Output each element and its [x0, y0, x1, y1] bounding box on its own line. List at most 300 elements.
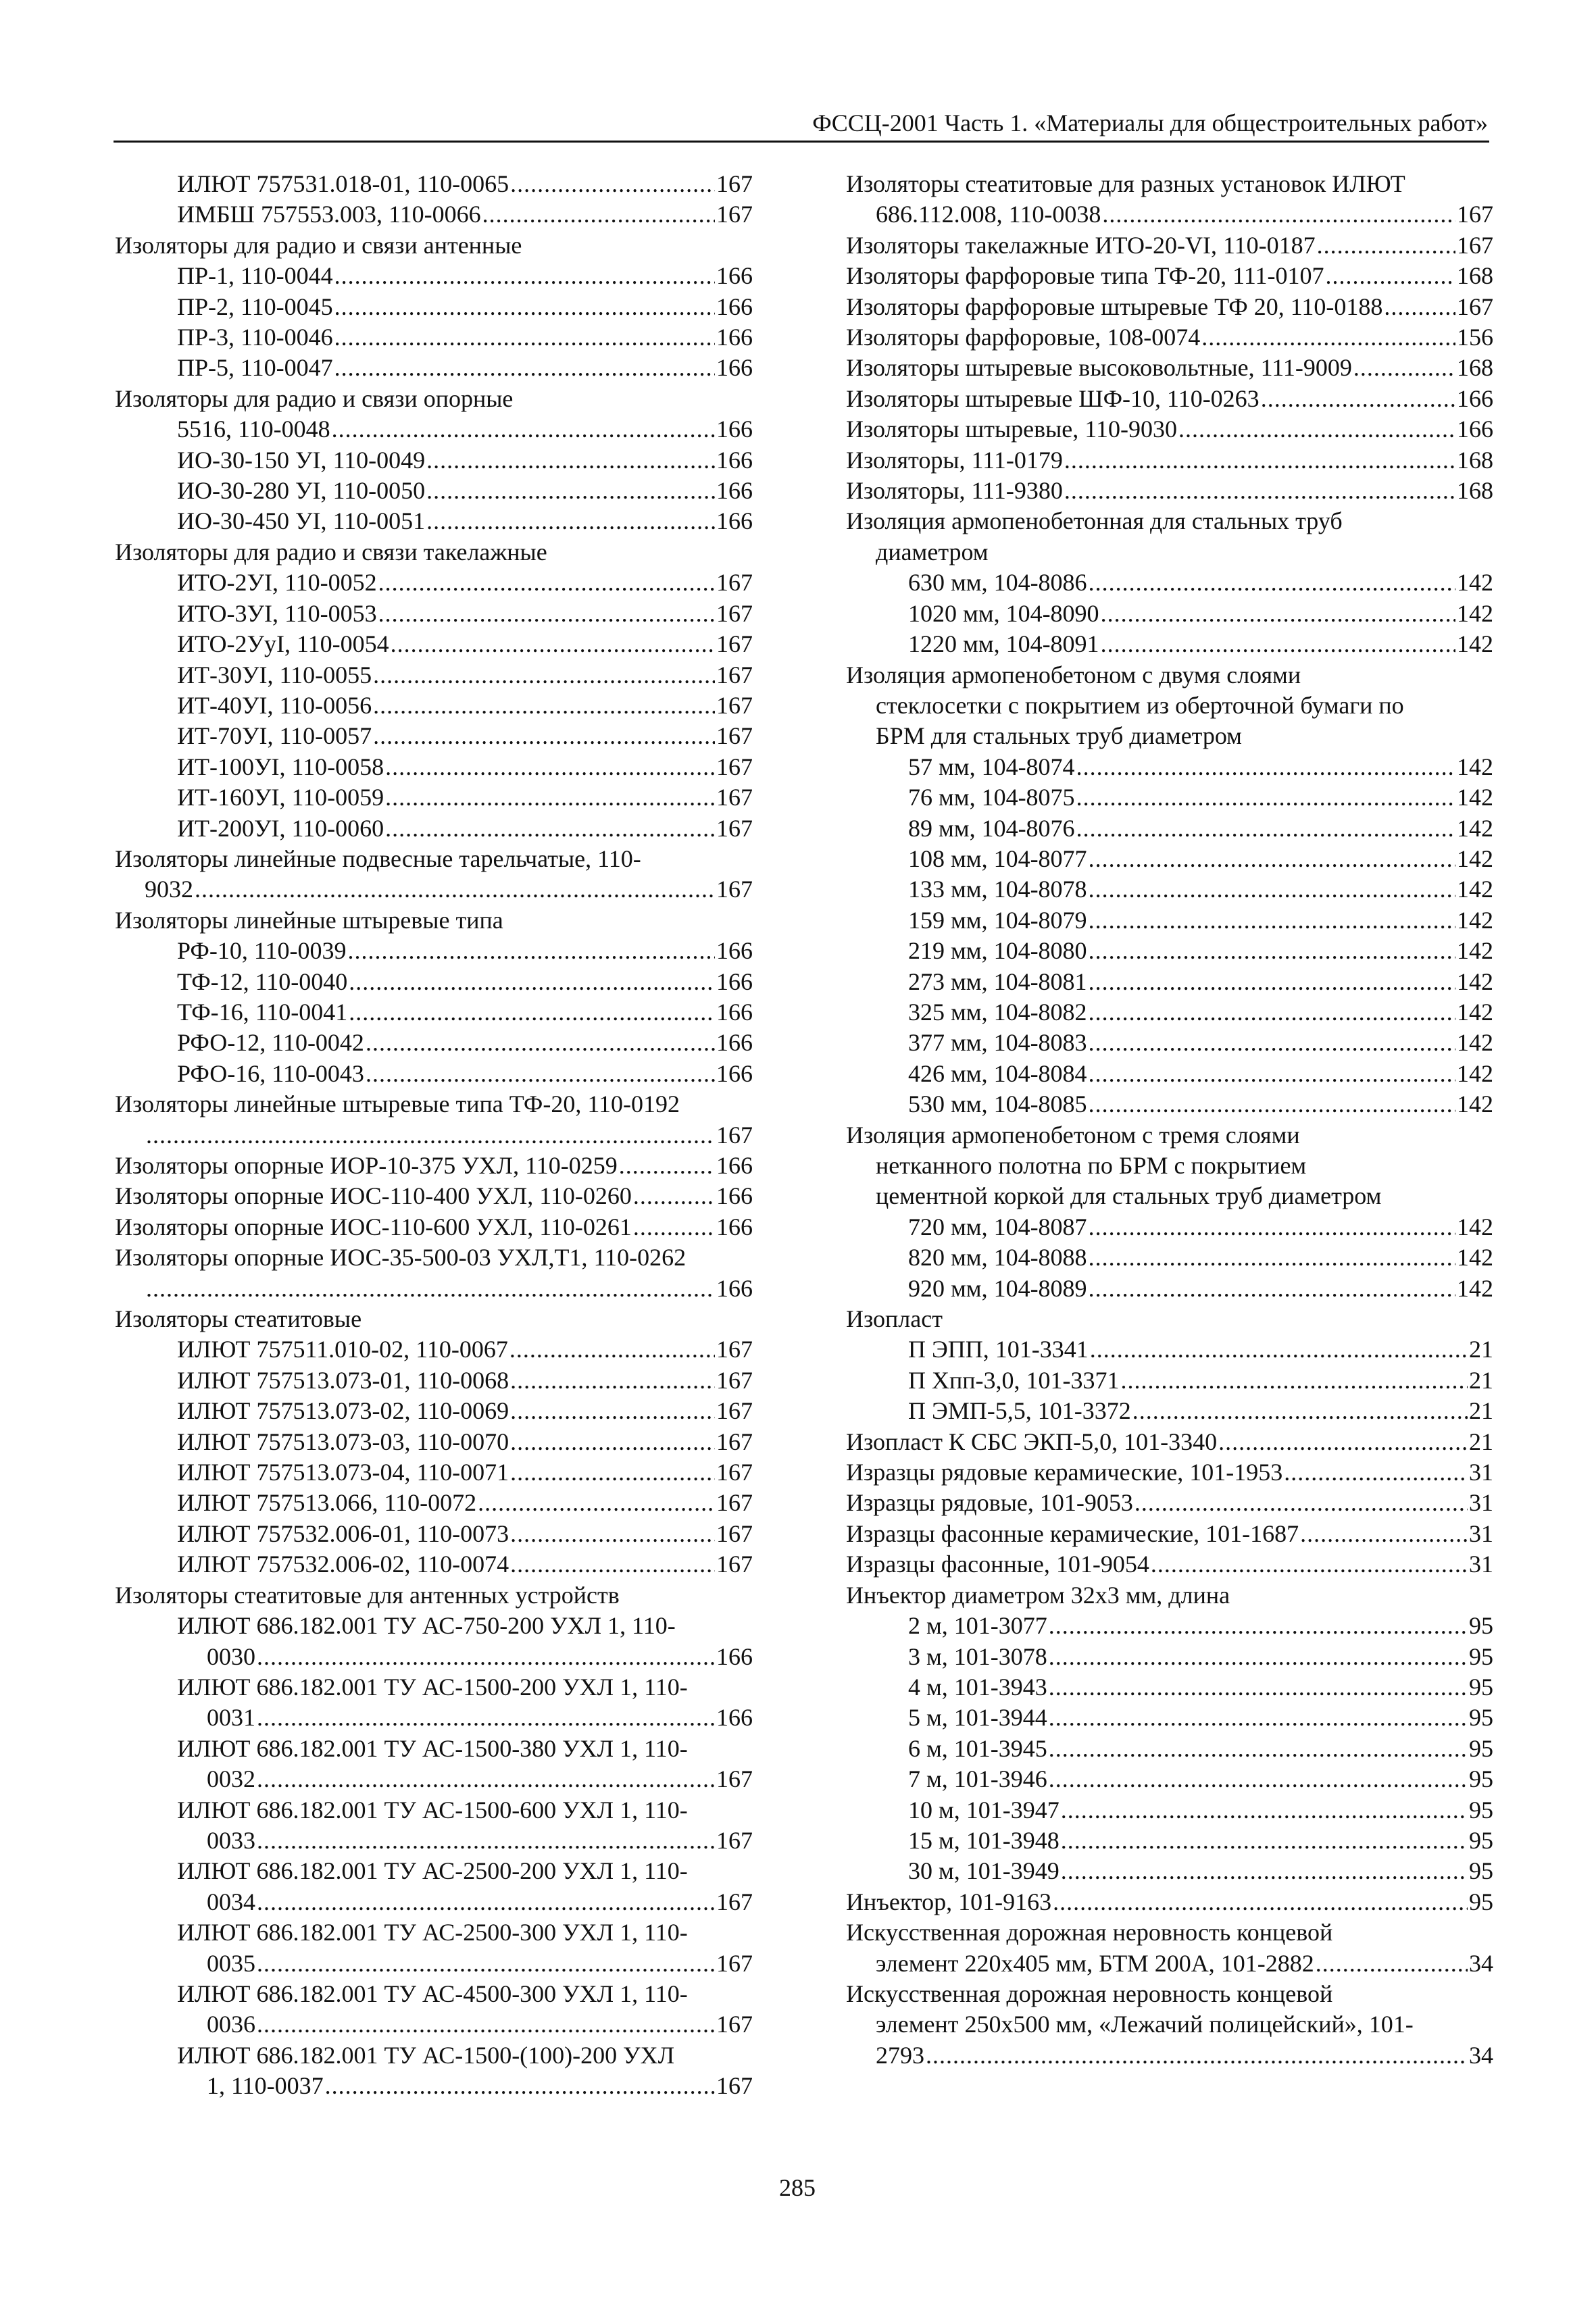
index-entry-page: 34	[1469, 1949, 1493, 1977]
leader-dots	[349, 997, 715, 1028]
index-entry-page: 31	[1469, 1519, 1493, 1547]
index-entry-text: Изоляторы опорные ИОС-110-600 УХЛ, 110-0261	[115, 1213, 632, 1240]
index-entry-text: Изоляторы штыревые, 110-9030	[846, 416, 1177, 443]
index-entry-page: 166	[716, 477, 753, 505]
index-entry-text: 7 м, 101-3946	[908, 1765, 1047, 1793]
index-entry-line	[908, 1274, 1493, 1304]
index-entry-page: 168	[1457, 354, 1493, 382]
index-entry-page: 167	[716, 1397, 753, 1425]
index-entry	[115, 2040, 753, 2102]
index-entry-text: ИЛЮТ 757532.006-01, 110-0073	[177, 1519, 509, 1547]
index-entry-line	[115, 1212, 753, 1242]
index-entry-line	[177, 1764, 753, 1794]
leader-dots	[1061, 1856, 1468, 1886]
index-entry-line	[115, 1274, 753, 1304]
index-entry-line	[177, 169, 753, 199]
leader-dots	[373, 690, 715, 721]
index-entry-page: 167	[716, 1336, 753, 1363]
index-entry-line	[908, 599, 1493, 629]
index-entry	[846, 1396, 1493, 1426]
index-entry-line	[846, 1427, 1493, 1457]
index-entry	[846, 261, 1493, 291]
index-entry-text: П ЭПП, 101-3341	[908, 1336, 1089, 1363]
index-entry-line	[846, 414, 1493, 445]
index-entry-line	[908, 782, 1493, 813]
index-entry-text: 2 м, 101-3077	[908, 1612, 1047, 1640]
leader-dots	[1049, 1611, 1468, 1641]
index-entry-page: 142	[1457, 814, 1493, 842]
page-number: 285	[779, 2174, 816, 2201]
index-entry	[846, 384, 1493, 414]
index-entry-text: 820 мм, 104-8088	[908, 1244, 1087, 1272]
leader-dots	[426, 506, 715, 536]
index-entry-line	[115, 1151, 753, 1181]
index-entry-text: Изоляторы фарфоровые, 108-0074	[846, 324, 1201, 351]
index-entry	[846, 1826, 1493, 1856]
leader-dots	[1218, 1427, 1468, 1457]
index-entry-page: 95	[1469, 1888, 1493, 1915]
leader-dots	[1049, 1672, 1468, 1703]
leader-dots	[1089, 1028, 1455, 1058]
index-entry-text: Изоляторы штыревые высоковольтные, 111-9009	[846, 354, 1352, 382]
index-entry-line	[115, 1181, 753, 1211]
index-entry-line	[177, 1396, 753, 1426]
index-entry-page: 142	[1457, 1059, 1493, 1087]
index-entry-line	[177, 1365, 753, 1396]
index-entry-page: 166	[716, 354, 753, 382]
index-entry-line	[177, 476, 753, 506]
index-entry-page: 167	[716, 753, 753, 780]
index-entry-text: 325 мм, 104-8082	[908, 998, 1087, 1026]
index-entry-page: 95	[1469, 1765, 1493, 1793]
leader-dots	[257, 1642, 715, 1672]
leader-dots	[385, 752, 715, 782]
header-rule	[114, 141, 1489, 143]
index-entry-page: 167	[716, 201, 753, 228]
index-entry	[115, 230, 753, 261]
index-entry-line	[908, 1826, 1493, 1856]
leader-dots	[1132, 1396, 1468, 1426]
index-entry-line	[908, 1365, 1493, 1396]
index-entry-text: ИО-30-150 УI, 110-0049	[177, 446, 426, 474]
index-entry-line	[177, 1549, 753, 1580]
index-entry-text: 133 мм, 104-8078	[908, 876, 1087, 903]
index-entry-line	[908, 997, 1493, 1028]
index-entry	[115, 721, 753, 751]
index-entry	[846, 874, 1493, 905]
index-entry-line	[115, 874, 753, 905]
index-entry-line	[177, 967, 753, 997]
index-entry-text: ТФ-12, 110-0040	[177, 967, 348, 995]
leader-dots	[257, 1764, 715, 1794]
leader-dots	[1076, 813, 1455, 844]
index-entry	[846, 997, 1493, 1028]
index-entry	[846, 1703, 1493, 1733]
index-entry-page: 21	[1469, 1336, 1493, 1363]
index-entry-text: ИЛЮТ 757511.010-02, 110-0067	[177, 1336, 508, 1363]
index-entry	[846, 1457, 1493, 1488]
index-entry-line	[177, 1059, 753, 1089]
leader-dots	[1049, 1734, 1468, 1764]
leader-dots	[510, 1457, 715, 1488]
index-entry-line	[846, 476, 1493, 506]
leader-dots	[366, 1059, 715, 1089]
index-entry-page: 167	[716, 814, 753, 842]
index-entry-line	[846, 230, 1493, 261]
index-entry	[115, 261, 753, 291]
leader-dots	[1089, 874, 1455, 905]
index-entry-line	[846, 261, 1493, 291]
index-entry-line	[908, 568, 1493, 598]
index-entry-line	[846, 1549, 1493, 1580]
index-entry-page: 167	[716, 2072, 753, 2100]
index-entry-line	[177, 690, 753, 721]
index-entry-page: 95	[1469, 1673, 1493, 1701]
leader-dots	[510, 1549, 715, 1580]
index-entry	[846, 1642, 1493, 1672]
index-entry-page: 167	[716, 1949, 753, 1977]
leader-dots	[633, 1212, 715, 1242]
index-entry-text: ИМБШ 757553.003, 110-0066	[177, 201, 481, 228]
index-entry-page: 166	[716, 324, 753, 351]
index-entry-heading: Искусственная дорожная неровность концевой	[846, 1980, 1333, 2007]
index-entry-text: ИЛЮТ 757513.073-03, 110-0070	[177, 1428, 509, 1455]
leader-dots	[426, 445, 715, 476]
index-entry	[115, 292, 753, 322]
index-entry-text: 686.112.008, 110-0038	[876, 201, 1101, 228]
index-entry-text: 720 мм, 104-8087	[908, 1213, 1087, 1240]
index-entry	[115, 1365, 753, 1396]
index-entry-text: Изоляторы опорные ИОР-10-375 УХЛ, 110-0259	[115, 1152, 618, 1179]
index-entry-text: ИТ-40УI, 110-0056	[177, 691, 372, 719]
index-entry-page: 166	[716, 998, 753, 1026]
index-entry-line	[908, 844, 1493, 874]
index-entry	[115, 1089, 753, 1151]
index-entry-text: Изразцы фасонные, 101-9054	[846, 1551, 1149, 1578]
leader-dots	[1101, 599, 1455, 629]
leader-dots	[510, 1365, 715, 1396]
index-entry	[846, 1764, 1493, 1794]
index-entry	[115, 844, 753, 905]
index-entry	[846, 752, 1493, 782]
index-entry	[846, 1028, 1493, 1058]
index-entry	[846, 782, 1493, 813]
index-entry-line	[908, 1334, 1493, 1365]
index-entry	[115, 1611, 753, 1672]
index-entry-line	[846, 1488, 1493, 1518]
index-entry-line	[908, 813, 1493, 844]
index-entry-heading: ИЛЮТ 686.182.001 ТУ АС-4500-300 УХЛ 1, 110-	[177, 1980, 688, 2007]
leader-dots	[1353, 353, 1455, 383]
index-entry	[115, 199, 753, 230]
index-entry-line	[115, 1120, 753, 1151]
index-entry-heading: стеклосетки с покрытием из оберточной бумаги по	[876, 691, 1404, 719]
index-entry-line	[908, 752, 1493, 782]
index-entry-page: 142	[1457, 998, 1493, 1026]
index-entry-text: Изоляторы, 111-9380	[846, 477, 1063, 505]
index-entry-text: 0036	[207, 2011, 255, 2038]
leader-dots	[1201, 322, 1455, 353]
index-entry	[846, 1274, 1493, 1304]
index-entry-text: П ЭМП-5,5, 101-3372	[908, 1397, 1131, 1425]
leader-dots	[1102, 199, 1455, 230]
index-entry-line	[177, 599, 753, 629]
index-entry	[115, 599, 753, 629]
index-entry	[115, 568, 753, 598]
index-entry-line	[908, 1611, 1493, 1641]
index-entry-heading: ИЛЮТ 686.182.001 ТУ АС-1500-(100)-200 УХЛ	[177, 2041, 675, 2069]
index-entry	[846, 629, 1493, 659]
index-entry-heading: Искусственная дорожная неровность концевой	[846, 1919, 1333, 1946]
index-entry-page: 166	[716, 1704, 753, 1732]
index-entry-heading: Изоляторы стеатитовые для антенных устройств	[115, 1581, 620, 1609]
leader-dots	[1090, 1334, 1468, 1365]
index-entry	[846, 905, 1493, 936]
index-entry-text: 57 мм, 104-8074	[908, 753, 1075, 780]
leader-dots	[385, 813, 715, 844]
index-entry	[846, 1917, 1493, 1979]
leader-dots	[334, 261, 715, 291]
index-entry-text: Изоляторы штыревые ШФ-10, 110-0263	[846, 384, 1260, 412]
index-entry-page: 167	[716, 1826, 753, 1854]
index-entry	[115, 967, 753, 997]
leader-dots	[1064, 445, 1455, 476]
index-entry	[846, 230, 1493, 261]
index-entry	[115, 1028, 753, 1058]
index-entry-line	[177, 506, 753, 536]
leader-dots	[619, 1151, 715, 1181]
index-entry-line	[177, 721, 753, 751]
index-entry-page: 142	[1457, 753, 1493, 780]
index-entry	[115, 445, 753, 476]
index-entry-heading: цементной коркой для стальных труб диаметром	[876, 1182, 1382, 1210]
index-entry-text: элемент 220х405 мм, БТМ 200А, 101-2882	[876, 1949, 1314, 1977]
index-entry-heading: Изоляторы для радио и связи такелажные	[115, 538, 547, 565]
index-entry	[115, 322, 753, 353]
index-entry-text: Инъектор, 101-9163	[846, 1888, 1052, 1915]
index-entry-line	[908, 1242, 1493, 1273]
index-entry	[115, 1457, 753, 1488]
index-entry-text: ИТО-3УI, 110-0053	[177, 599, 377, 627]
index-entry-page: 167	[716, 1428, 753, 1455]
index-entry-heading: ИЛЮТ 686.182.001 ТУ АС-750-200 УХЛ 1, 110-	[177, 1612, 676, 1640]
index-entry-heading: ИЛЮТ 686.182.001 ТУ АС-2500-300 УХЛ 1, 110-	[177, 1919, 688, 1946]
index-entry	[846, 568, 1493, 598]
index-entry	[846, 1212, 1493, 1242]
index-entry	[115, 414, 753, 445]
index-entry-line	[846, 353, 1493, 383]
index-entry-page: 167	[716, 630, 753, 658]
leader-dots	[1076, 782, 1455, 813]
index-entry-line	[177, 660, 753, 690]
index-entry	[115, 1304, 753, 1334]
index-entry	[115, 1181, 753, 1211]
index-entry-line	[846, 322, 1493, 353]
index-entry-text: 377 мм, 104-8083	[908, 1029, 1087, 1057]
index-entry-line	[177, 1457, 753, 1488]
leader-dots	[332, 414, 715, 445]
index-entry-text: 219 мм, 104-8080	[908, 937, 1087, 965]
index-entry-page: 167	[716, 1366, 753, 1394]
index-entry-text: Изразцы рядовые керамические, 101-1953	[846, 1459, 1283, 1486]
index-entry-page: 95	[1469, 1826, 1493, 1854]
leader-dots	[146, 1120, 715, 1151]
index-entry-page: 142	[1457, 1090, 1493, 1118]
index-entry	[846, 1334, 1493, 1365]
index-entry	[846, 1304, 1493, 1334]
index-entry-page: 142	[1457, 876, 1493, 903]
index-entry-line	[177, 813, 753, 844]
index-entry-heading: диаметром	[876, 538, 989, 565]
index-entry-text: 5 м, 101-3944	[908, 1704, 1047, 1732]
index-entry	[115, 1427, 753, 1457]
leader-dots	[1089, 997, 1455, 1028]
index-entry	[115, 997, 753, 1028]
index-entry-line	[177, 1519, 753, 1549]
leader-dots	[426, 476, 715, 506]
index-entry-text: ИЛЮТ 757513.073-01, 110-0068	[177, 1366, 509, 1394]
index-entry	[115, 813, 753, 844]
index-entry-heading: Изопласт	[846, 1305, 943, 1333]
index-entry-text: ИТ-100УI, 110-0058	[177, 753, 384, 780]
index-entry	[115, 1580, 753, 1611]
index-entry-text: ИТ-160УI, 110-0059	[177, 784, 384, 811]
index-entry-line	[908, 905, 1493, 936]
index-entry-line	[177, 997, 753, 1028]
index-entry	[846, 813, 1493, 844]
index-entry	[846, 1611, 1493, 1641]
index-entry-line	[908, 1672, 1493, 1703]
index-entry-text: ИЛЮТ 757532.006-02, 110-0074	[177, 1551, 509, 1578]
leader-dots	[1178, 414, 1455, 445]
index-entry-text: 1220 мм, 104-8091	[908, 630, 1099, 658]
index-entry	[115, 353, 753, 383]
index-entry-page: 142	[1457, 784, 1493, 811]
leader-dots	[385, 782, 715, 813]
leader-dots	[378, 568, 715, 598]
leader-dots	[1300, 1519, 1468, 1549]
index-entry-heading: Изоляторы для радио и связи антенные	[115, 231, 522, 259]
index-entry-line	[908, 1212, 1493, 1242]
index-entry-page: 167	[716, 876, 753, 903]
running-header: ФССЦ-2001 Часть 1. «Материалы для общестроительных работ»	[812, 109, 1488, 136]
index-entry	[115, 169, 753, 199]
index-entry-heading: ИЛЮТ 686.182.001 ТУ АС-2500-200 УХЛ 1, 110-	[177, 1857, 688, 1885]
index-entry-text: ИТ-200УI, 110-0060	[177, 814, 384, 842]
index-entry-line	[177, 1887, 753, 1917]
index-entry-page: 21	[1469, 1428, 1493, 1455]
index-entry-text: 630 мм, 104-8086	[908, 569, 1087, 597]
index-entry-text: 0034	[207, 1888, 255, 1915]
index-entry-text: 30 м, 101-3949	[908, 1857, 1059, 1885]
leader-dots	[1061, 1826, 1468, 1856]
index-entry-text: 273 мм, 104-8081	[908, 967, 1087, 995]
index-entry-text: Изразцы рядовые, 101-9053	[846, 1489, 1133, 1517]
index-entry-page: 168	[1457, 262, 1493, 290]
index-entry	[846, 1519, 1493, 1549]
index-entry-line	[908, 1089, 1493, 1120]
index-entry-text: Изоляторы такелажные ИТО-20-VI, 110-0187	[846, 231, 1316, 259]
index-entry-text: Изоляторы фарфоровые типа ТФ-20, 111-0107	[846, 262, 1324, 290]
index-entry-text: 159 мм, 104-8079	[908, 906, 1087, 934]
leader-dots	[146, 1274, 715, 1304]
index-entry	[846, 1488, 1493, 1518]
index-entry-page: 167	[716, 1888, 753, 1915]
index-entry-page: 142	[1457, 630, 1493, 658]
index-entry-page: 167	[716, 1489, 753, 1517]
index-entry-heading: Изоляторы опорные ИОС-35-500-03 УХЛ,Т1, 110-0262	[115, 1244, 687, 1272]
index-column-right	[846, 169, 1493, 2071]
index-entry	[846, 1580, 1493, 1611]
index-entry-page: 167	[716, 2011, 753, 2038]
index-entry-text: РФ-10, 110-0039	[177, 937, 347, 965]
index-entry-page: 95	[1469, 1857, 1493, 1885]
index-entry-page: 167	[716, 691, 753, 719]
leader-dots	[926, 2040, 1468, 2071]
index-entry-page: 156	[1457, 324, 1493, 351]
leader-dots	[1316, 1948, 1468, 1979]
index-entry-page: 166	[716, 507, 753, 535]
index-entry-line	[908, 936, 1493, 966]
index-entry-text: 15 м, 101-3948	[908, 1826, 1059, 1854]
leader-dots	[1076, 752, 1455, 782]
leader-dots	[334, 322, 715, 353]
index-entry	[115, 782, 753, 813]
leader-dots	[378, 599, 715, 629]
index-entry	[846, 660, 1493, 752]
index-entry-page: 166	[716, 293, 753, 320]
index-entry	[115, 629, 753, 659]
index-entry-heading: Изоляторы линейные подвесные тарельчатые, 110-	[115, 845, 641, 872]
index-entry-heading: Изоляторы стеатитовые для разных установок ИЛЮТ	[846, 170, 1405, 197]
index-entry-page: 167	[716, 170, 753, 197]
leader-dots	[373, 721, 715, 751]
index-entry	[846, 1734, 1493, 1764]
leader-dots	[366, 1028, 715, 1058]
index-entry-page: 166	[716, 1182, 753, 1210]
leader-dots	[257, 1826, 715, 1856]
index-entry	[115, 1334, 753, 1365]
index-entry-page: 34	[1469, 2041, 1493, 2069]
index-entry	[115, 1795, 753, 1857]
index-entry-page: 21	[1469, 1397, 1493, 1425]
index-entry-page: 31	[1469, 1551, 1493, 1578]
leader-dots	[373, 660, 715, 690]
index-entry-text: ИЛЮТ 757513.073-04, 110-0071	[177, 1459, 509, 1486]
index-entry-page: 167	[716, 1765, 753, 1793]
index-entry-page: 21	[1469, 1366, 1493, 1394]
leader-dots	[1053, 1887, 1468, 1917]
index-entry-line	[177, 1427, 753, 1457]
index-entry-page: 166	[716, 967, 753, 995]
index-entry	[846, 353, 1493, 383]
index-entry-text: 0033	[207, 1826, 255, 1854]
index-entry	[846, 1549, 1493, 1580]
index-entry-text: 0030	[207, 1642, 255, 1670]
index-entry	[846, 1089, 1493, 1120]
leader-dots	[509, 1334, 715, 1365]
index-entry-text: 6 м, 101-3945	[908, 1734, 1047, 1762]
index-entry-line	[177, 2009, 753, 2040]
index-entry-line	[846, 292, 1493, 322]
index-entry-line	[846, 1457, 1493, 1488]
index-entry-text: ПР-1, 110-0044	[177, 262, 333, 290]
leader-dots	[1261, 384, 1455, 414]
leader-dots	[391, 629, 715, 659]
index-entry-page: 142	[1457, 937, 1493, 965]
leader-dots	[510, 1427, 715, 1457]
index-entry	[846, 936, 1493, 966]
